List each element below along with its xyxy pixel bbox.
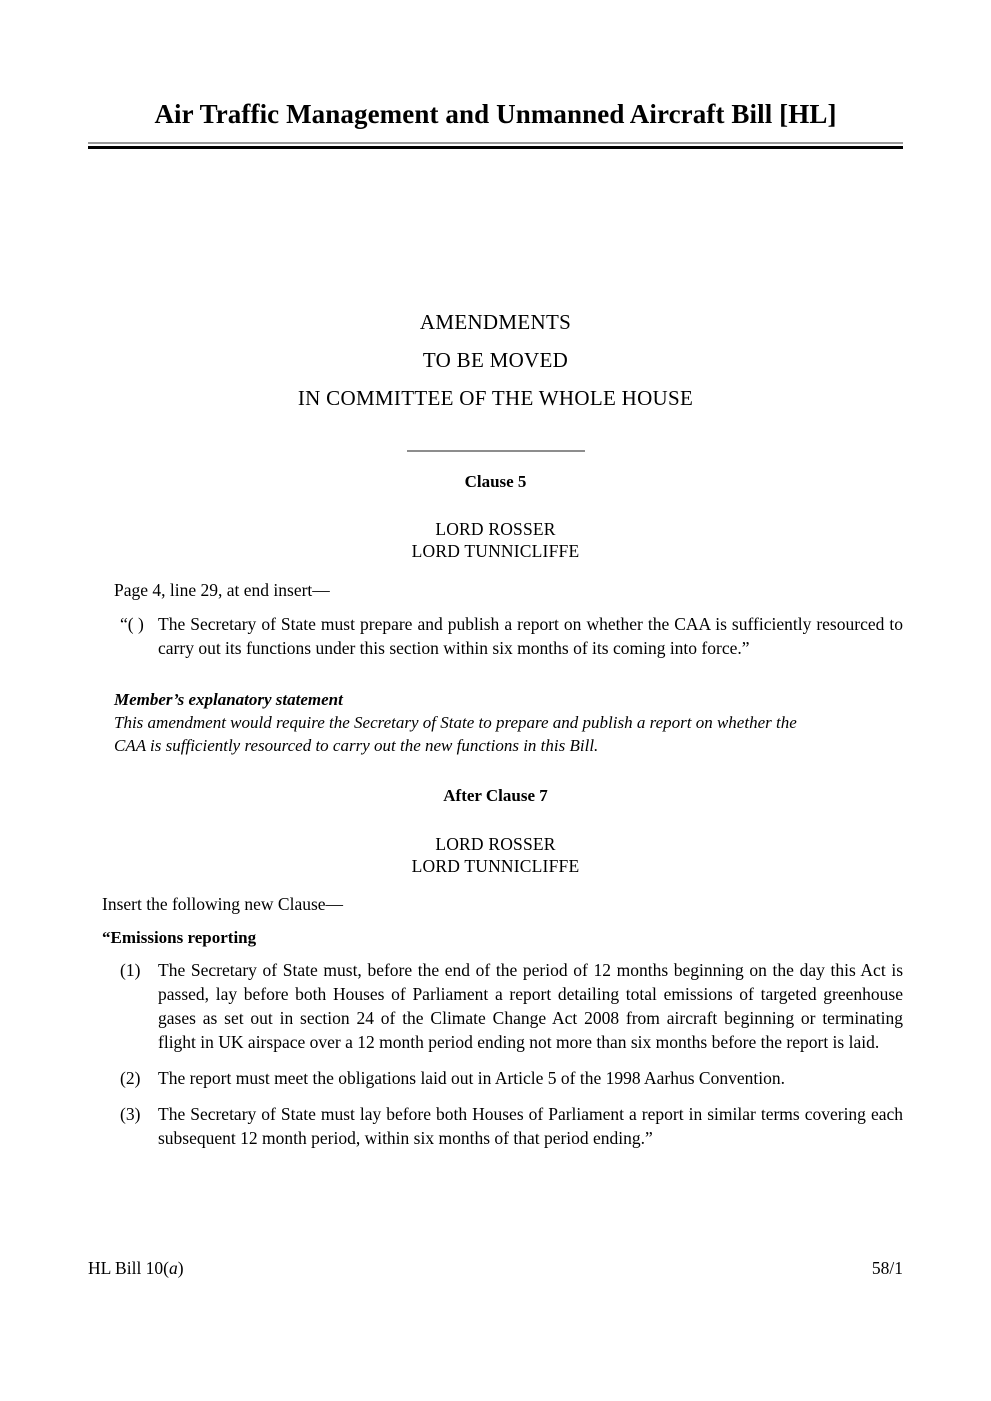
amendment-lead-in: Page 4, line 29, at end insert—	[114, 580, 330, 601]
sponsor-name: LORD TUNNICLIFFE	[411, 855, 580, 876]
bill-reference-prefix: HL Bill 10(	[88, 1258, 170, 1278]
inserted-text-body: The Secretary of State must prepare and publish a report on whether the CAA is sufficiently resourced to carry out its functions under this section within six months of its coming into force.”	[158, 614, 903, 659]
heading-in-committee: IN COMMITTEE OF THE WHOLE HOUSE	[297, 386, 694, 410]
sponsor-name: LORD ROSSER	[435, 833, 556, 854]
paragraph-number: (3)	[120, 1103, 141, 1124]
heading-group	[0, 303, 991, 457]
new-clause-paragraphs	[88, 958, 903, 1150]
amendments-body	[88, 472, 903, 1150]
inserted-text-block	[88, 612, 903, 660]
page-title: Air Traffic Management and Unmanned Aircraft Bill [HL]	[154, 99, 837, 129]
amendment-section-clause-5	[88, 472, 903, 757]
horizontal-rule	[407, 450, 585, 452]
section-heading: After Clause 7	[443, 786, 548, 806]
sponsor-name: LORD ROSSER	[435, 519, 556, 540]
explanatory-statement-text: This amendment would require the Secretary of State to prepare and publish a report on whether the CAA is sufficiently resourced to carry out the new functions in this Bill.	[114, 713, 797, 756]
page-number: 58/1	[871, 1258, 903, 1278]
bill-reference	[88, 1258, 184, 1279]
title-rule-upper	[88, 142, 903, 144]
section-spacer	[88, 757, 903, 786]
paragraph-text: The report must meet the obligations laid out in Article 5 of the 1998 Aarhus Convention.	[158, 1067, 785, 1088]
new-clause-title: “Emissions reporting	[102, 927, 257, 947]
clause-paragraph	[120, 1066, 903, 1090]
bill-reference-suffix: )	[177, 1258, 184, 1278]
sponsor-list	[88, 518, 903, 562]
heading-to-be-moved: TO BE MOVED	[422, 348, 569, 372]
inserted-text-marker: “( )	[120, 614, 144, 635]
amendment-section-after-clause-7	[88, 786, 903, 1149]
page-footer	[88, 1258, 903, 1279]
paragraph-number: (1)	[120, 959, 141, 980]
heading-separator	[0, 439, 991, 457]
amendment-lead-in: Insert the following new Clause—	[102, 893, 344, 914]
heading-amendments: AMENDMENTS	[419, 310, 572, 334]
clause-paragraph	[120, 958, 903, 1054]
clause-paragraph	[120, 1102, 903, 1150]
section-heading: Clause 5	[464, 472, 527, 491]
sponsor-list	[88, 833, 903, 877]
explanatory-statement	[88, 688, 814, 757]
paragraph-text: The Secretary of State must lay before both Houses of Parliament a report in similar terms covering each subsequent 12 month period, within six months of that period ending.”	[158, 1103, 903, 1148]
sponsor-name: LORD TUNNICLIFFE	[411, 541, 580, 562]
title-rule-lower	[88, 146, 903, 149]
paragraph-text: The Secretary of State must, before the end of the period of 12 months beginning on the day this Act is passed, lay before both Houses of Parliament a report detailing total emissions of targeted greenhouse gases as set out in section 24 of the Climate Change Act 2008 from aircraft beginning or terminating flight in UK airspace over a 12 month period ending not more than six months before the report is laid.	[158, 959, 903, 1052]
bill-reference-letter: a	[169, 1258, 178, 1278]
title-block	[88, 100, 903, 149]
explanatory-statement-title: Member’s explanatory statement	[114, 690, 343, 710]
paragraph-number: (2)	[120, 1067, 141, 1088]
